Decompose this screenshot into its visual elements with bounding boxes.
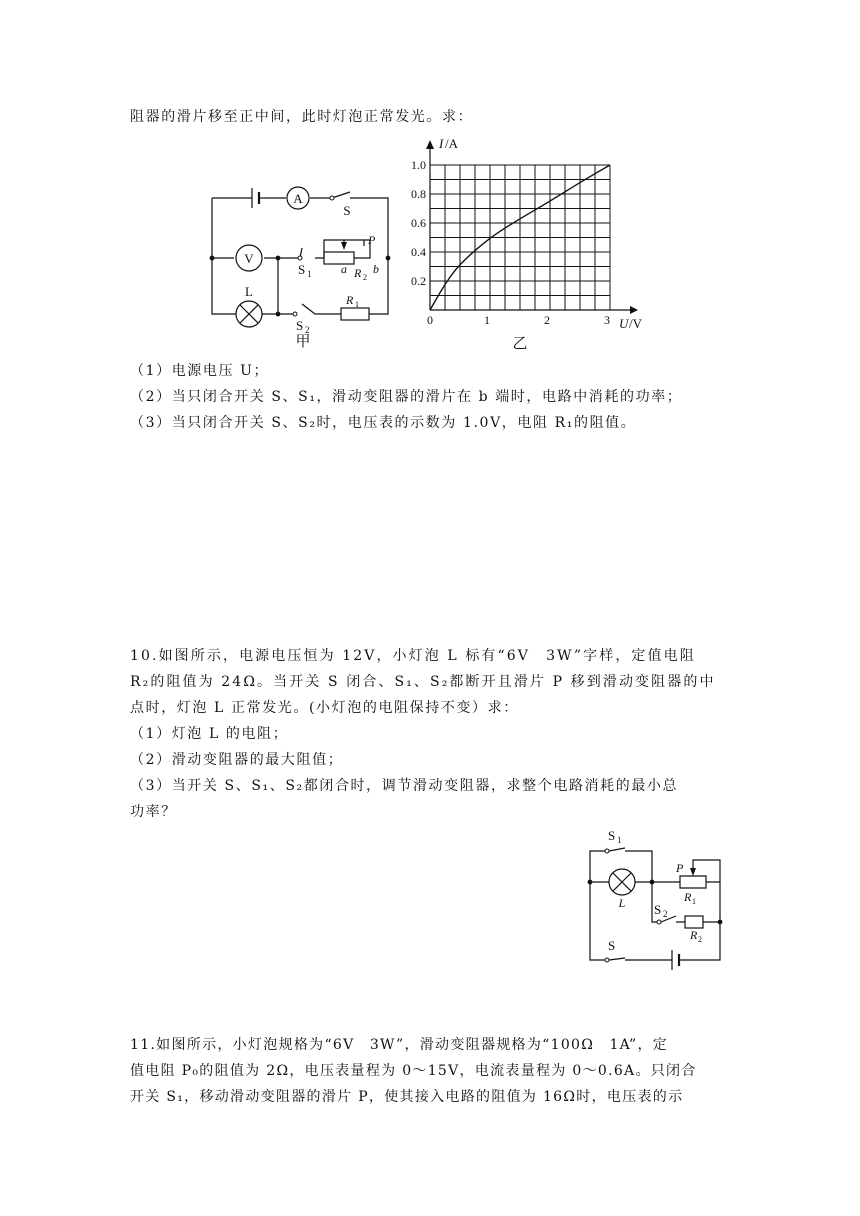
x-axis-unit: /V [629, 316, 642, 331]
r1-label: R [346, 293, 354, 307]
y-tick-label: 0.8 [411, 187, 426, 201]
lamp-label: L [245, 284, 253, 299]
q10-s1-label: S [608, 828, 616, 843]
y-tick-label: 1.0 [411, 158, 426, 172]
end-a-label: a [341, 262, 347, 276]
y-tick-label: 0.2 [411, 274, 426, 288]
q10-part2: （2）滑动变阻器的最大阻值； [130, 752, 344, 768]
q9-part1: （1）电源电压 U； [130, 363, 270, 379]
q10-s1-sub: 1 [617, 835, 622, 845]
switch-s-label: S [343, 203, 351, 218]
switch-s1-sub: 1 [307, 269, 312, 279]
q10-p-label: P [676, 861, 684, 875]
r2-sub: 2 [363, 273, 367, 282]
q10-r1-label: R [684, 890, 692, 904]
voltmeter-label: V [244, 251, 254, 266]
r2-label: R [354, 266, 362, 280]
r1-sub: 1 [355, 300, 359, 309]
q10-s2-sub: 2 [663, 909, 668, 919]
q10-part3a: （3）当开关 S、S₁、S₂都闭合时，调节滑动变阻器，求整个电路消耗的最小总 [130, 778, 679, 794]
y-axis-unit: /A [445, 136, 458, 151]
q10-part1: （1）灯泡 L 的电阻； [130, 726, 289, 742]
q10-r2-sub: 2 [698, 935, 702, 944]
q10-s2-label: S [654, 902, 662, 917]
y-tick-label: 0.4 [411, 245, 426, 259]
x-axis-var: U [619, 316, 629, 331]
slider-p-label: P [368, 233, 376, 247]
q9-part3: （3）当只闭合开关 S、S₂时，电压表的示数为 1.0V，电阻 R₁的阻值。 [130, 415, 637, 431]
ammeter-label: A [293, 191, 303, 206]
circuit-figure-jia [200, 180, 400, 350]
switch-s2-sub: 2 [305, 325, 310, 335]
y-axis-var: I [439, 136, 444, 151]
q9-part2: （2）当只闭合开关 S、S₁，滑动变阻器的滑片在 b 端时，电路中消耗的功率； [130, 389, 683, 405]
x-tick-label: 2 [544, 313, 550, 327]
circuit-figure-q10 [580, 825, 730, 970]
q10-part3b: 功率？ [130, 804, 177, 820]
q11-line2: 值电阻 P₀的阻值为 2Ω，电压表量程为 0～15V，电流表量程为 0～0.6A。只闭合 [130, 1063, 697, 1079]
figure-yi-caption: 乙 [512, 336, 528, 352]
q10-line1: 10.如图所示，电源电压恒为 12V，小灯泡 L 标有“6V 3W”字样，定值电阻 [130, 648, 696, 664]
figure-jia-caption: 甲 [295, 334, 311, 350]
x-tick-label: 1 [484, 313, 490, 327]
switch-s1-label: S [298, 262, 306, 277]
q10-lamp-label: L [618, 896, 626, 910]
q9-intro: 阻器的滑片移至正中间，此时灯泡正常发光。求： [130, 109, 474, 125]
x-tick-label: 3 [604, 313, 610, 327]
q10-line3: 点时，灯泡 L 正常发光。(小灯泡的电阻保持不变）求： [130, 700, 519, 716]
y-tick-label: 0.6 [411, 216, 426, 230]
q11-line1: 11.如图所示，小灯泡规格为“6V 3W”，滑动变阻器规格为“100Ω 1A”，定 [130, 1037, 669, 1053]
q10-r1-sub: 1 [692, 897, 696, 906]
iu-graph-yi [405, 135, 665, 355]
q10-r2-label: R [690, 928, 698, 942]
x-tick-label: 0 [427, 313, 433, 327]
q11-line3: 开关 S₁，移动滑动变阻器的滑片 P，使其接入电路的阻值为 16Ω时，电压表的示 [130, 1089, 684, 1105]
q10-line2: R₂的阻值为 24Ω。当开关 S 闭合、S₁、S₂都断开且滑片 P 移到滑动变阻器的中 [130, 674, 716, 690]
switch-s2-label: S [296, 318, 304, 333]
q10-s-label: S [608, 938, 616, 953]
end-b-label: b [373, 262, 379, 276]
